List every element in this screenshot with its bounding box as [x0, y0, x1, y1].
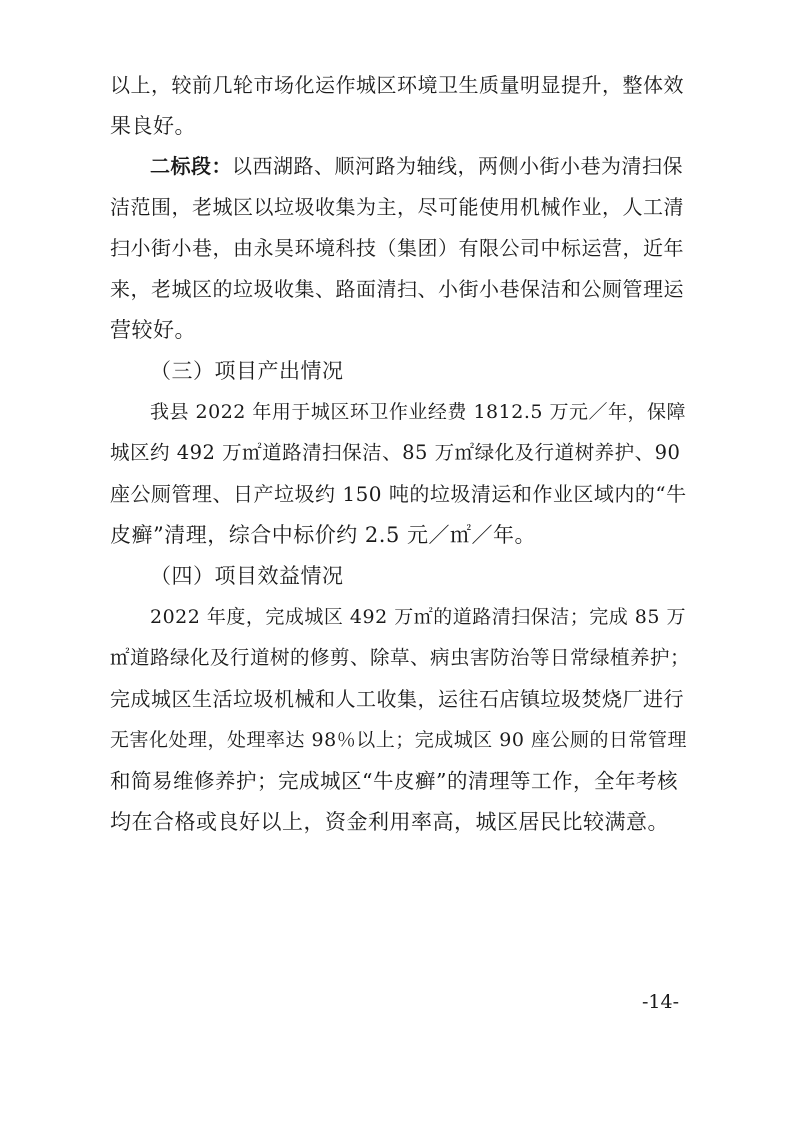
body-text-line: 无害化处理，处理率达 98％以上；完成城区 90 座公厕的日常管理	[110, 729, 687, 751]
body-text-line: 洁范围，老城区以垃圾收集为主，尽可能使用机械作业，人工清	[110, 195, 684, 219]
body-text-line: 皮癣”清理，综合中标价约 2.5 元／㎡／年。	[110, 523, 536, 547]
body-text-line: 我县 2022 年用于城区环卫作业经费 1812.5 万元／年，保障	[150, 401, 686, 423]
body-text-line: 营较好。	[110, 318, 196, 342]
body-text-line: 2022 年度，完成城区 492 万㎡的道路清扫保洁；完成 85 万	[150, 606, 686, 628]
section-paragraph-first-line	[150, 152, 690, 180]
page-number: -14-	[642, 991, 680, 1013]
section-heading: （三）项目产出情况	[150, 359, 344, 383]
body-text-line: 果良好。	[110, 114, 196, 138]
body-text-line: 完成城区生活垃圾机械和人工收集，运往石店镇垃圾焚烧厂进行	[110, 687, 684, 711]
body-text-line: 扫小街小巷，由永昊环境科技（集团）有限公司中标运营，近年	[110, 236, 684, 260]
body-text-span: 以西湖路、顺河路为轴线，两侧小街小巷为清扫保	[232, 154, 683, 178]
body-text-line: ㎡道路绿化及行道树的修剪、除草、病虫害防治等日常绿植养护；	[110, 646, 691, 669]
body-text-line: 和简易维修养护；完成城区“牛皮癣”的清理等工作，全年考核	[110, 769, 678, 793]
body-text-line: 均在合格或良好以上，资金利用率高，城区居民比较满意。	[110, 810, 669, 834]
body-text-line: 来，老城区的垃圾收集、路面清扫、小街小巷保洁和公厕管理运	[110, 277, 684, 301]
body-text-line: 城区约 492 万㎡道路清扫保洁、85 万㎡绿化及行道树养护、90	[110, 441, 681, 464]
section-heading: （四）项目效益情况	[150, 564, 344, 588]
body-text-line: 座公厕管理、日产垃圾约 150 吨的垃圾清运和作业区域内的“牛	[110, 482, 687, 506]
body-text-line: 以上，较前几轮市场化运作城区环境卫生质量明显提升，整体效	[110, 73, 684, 97]
section-lead-label: 二标段：	[150, 154, 232, 178]
